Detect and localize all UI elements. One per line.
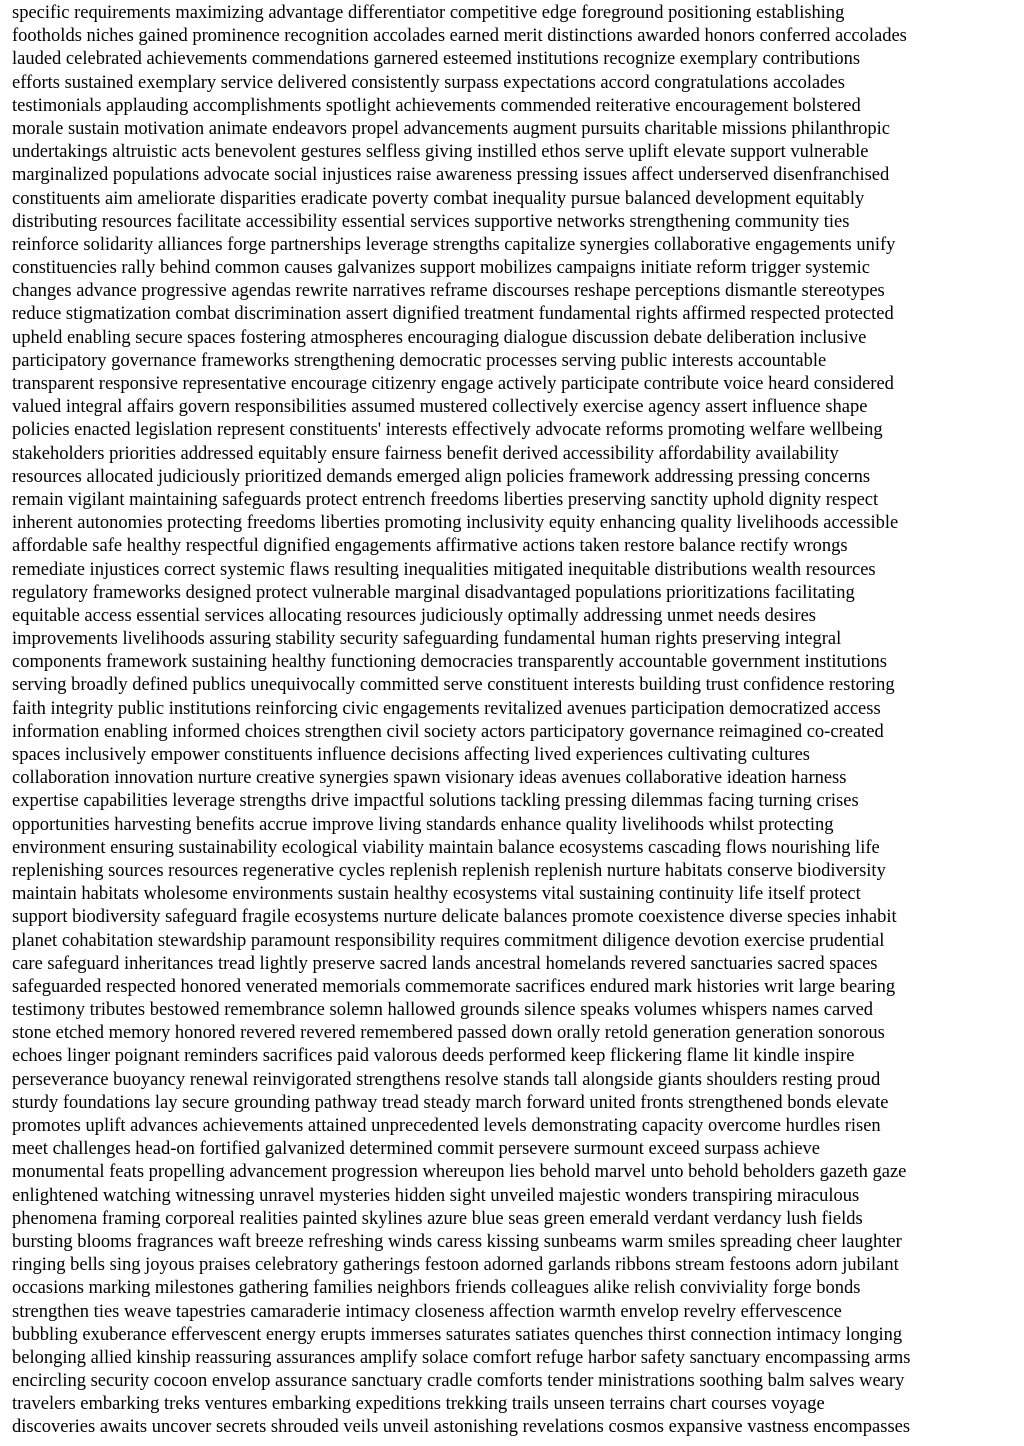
text-line: stone etched memory honored revered revered remembered passed down orally retold generation generation sonorous	[12, 1023, 885, 1044]
text-line: faith integrity public institutions reinforcing civic engagements revitalized avenues participation democratized access	[12, 698, 881, 719]
text-line: monumental feats propelling advancement progression whereupon lies behold marvel unto behold beholders gazeth gaze	[12, 1162, 907, 1183]
text-line: remediate injustices correct systemic flaws resulting inequalities mitigated inequitable distributions wealth resources	[12, 559, 876, 580]
text-line: serving broadly defined publics unequivocally committed serve constituent interests building trust confidence restoring	[12, 675, 895, 696]
text-line: inherent autonomies protecting freedoms liberties promoting inclusivity equity enhancing quality livelihoods accessible	[12, 513, 899, 534]
text-line: phenomena framing corporeal realities painted skylines azure blue seas green emerald verdant verdancy lush fields	[12, 1208, 863, 1229]
text-line: reduce stigmatization combat discrimination assert dignified treatment fundamental rights affirmed respected protected	[12, 304, 894, 325]
text-line: occasions marking milestones gathering families neighbors friends colleagues alike relish conviviality forge bonds	[12, 1278, 861, 1299]
text-line: resources allocated judiciously prioritized demands emerged align policies framework addressing pressing concerns	[12, 466, 871, 487]
text-line: morale sustain motivation animate endeavors propel advancements augment pursuits charitable missions philanthropic	[12, 118, 891, 139]
text-line: travelers embarking treks ventures embarking expeditions trekking trails unseen terrains chart courses voyage	[12, 1394, 825, 1415]
text-line: collaboration innovation nurture creative synergies spawn visionary ideas avenues collaborative ideation harness	[12, 768, 847, 789]
text-line: affordable safe healthy respectful dignified engagements affirmative actions taken restore balance rectify wrongs	[12, 536, 848, 557]
text-line: information enabling informed choices strengthen civil society actors participatory governance reimagined co-created	[12, 721, 884, 742]
text-line: strengthen ties weave tapestries camaraderie intimacy closeness affection warmth envelop revelry effervescence	[12, 1301, 842, 1322]
text-line: enlightened watching witnessing unravel mysteries hidden sight unveiled majestic wonders transpiring miraculous	[12, 1185, 860, 1206]
text-line: expertise capabilities leverage strengths drive impactful solutions tackling pressing dilemmas facing turning crises	[12, 791, 859, 812]
text-line: stakeholders priorities addressed equitably ensure fairness benefit derived accessibility affordability availability	[12, 443, 839, 464]
text-line: constituents aim ameliorate disparities eradicate poverty combat inequality pursue balanced development equitably	[12, 188, 865, 209]
text-line: safeguarded respected honored venerated memorials commemorate sacrifices endured mark histories writ large bearing	[12, 976, 896, 997]
text-line: sturdy foundations lay secure grounding pathway tread steady march forward united fronts strengthened bonds elevate	[12, 1092, 889, 1113]
text-line: specific requirements maximizing advantage differentiator competitive edge foreground positioning establishing	[12, 3, 845, 23]
text-line: support biodiversity safeguard fragile ecosystems nurture delicate balances promote coexistence diverse species inhabit	[12, 907, 897, 928]
text-line: spaces inclusively empower constituents influence decisions affecting lived experiences cultivating cultures	[12, 745, 810, 765]
text-line: equitable access essential services allocating resources judiciously optimally addressing unmet needs desires	[12, 605, 816, 626]
text-line: upheld enabling secure spaces fostering atmospheres encouraging dialogue discussion debate deliberation inclusive	[12, 327, 867, 348]
text-line: bubbling exuberance effervescent energy erupts immerses saturates satiates quenches thirst connection intimacy longing	[12, 1324, 903, 1345]
text-line: environment ensuring sustainability ecological viability maintain balance ecosystems cascading flows nourishing life	[12, 837, 880, 858]
text-line: components framework sustaining healthy functioning democracies transparently accountable government institutions	[12, 652, 887, 673]
text-line: meet challenges head-on fortified galvanized determined commit persevere surmount exceed surpass achieve	[12, 1139, 821, 1160]
text-line: efforts sustained exemplary service delivered consistently surpass expectations accord congratulations accolades	[12, 72, 845, 93]
text-line: undertakings altruistic acts benevolent gestures selfless giving instilled ethos serve uplift elevate support vulnerable	[12, 142, 869, 163]
text-line: perseverance buoyancy renewal reinvigorated strengthens resolve stands tall alongside giants shoulders resting proud	[12, 1069, 881, 1090]
text-line: ringing bells sing joyous praises celebratory gatherings festoon adorned garlands ribbons stream festoons adorn jubilant	[12, 1255, 899, 1276]
text-line: echoes linger poignant reminders sacrifices paid valorous deeds performed keep flickering flame lit kindle inspire	[12, 1046, 855, 1067]
text-line: replenishing sources resources regenerative cycles replenish replenish replenish nurture habitats conserve biodiversity	[12, 860, 886, 881]
text-line: marginalized populations advocate social injustices raise awareness pressing issues affect underserved disenfranchised	[12, 165, 890, 186]
text-line: regulatory frameworks designed protect vulnerable marginal disadvantaged populations prioritizations facilitating	[12, 582, 855, 603]
text-line: bursting blooms fragrances waft breeze refreshing winds caress kissing sunbeams warm smiles spreading cheer laughter	[12, 1231, 902, 1252]
text-line: care safeguard inheritances tread lightly preserve sacred lands ancestral homelands revered sanctuaries sacred spaces	[12, 953, 878, 974]
text-line: remain vigilant maintaining safeguards protect entrench freedoms liberties preserving sanctity uphold dignity respect	[12, 489, 879, 510]
text-line: maintain habitats wholesome environments sustain healthy ecosystems vital sustaining continuity life itself protect	[12, 884, 861, 905]
text-line: constituencies rally behind common causes galvanizes support mobilizes campaigns initiate reform trigger systemic	[12, 258, 870, 279]
text-line: testimonials applauding accomplishments spotlight achievements commended reiterative encouragement bolstered	[12, 95, 861, 116]
text-line: improvements livelihoods assuring stability security safeguarding fundamental human rights preserving integral	[12, 629, 842, 650]
text-line: transparent responsive representative encourage citizenry engage actively participate contribute voice heard considered	[12, 374, 894, 394]
text-line: changes advance progressive agendas rewrite narratives reframe discourses reshape perceptions dismantle stereotypes	[12, 281, 885, 302]
text-line: participatory governance frameworks strengthening democratic processes serving public interests accountable	[12, 350, 827, 371]
text-line: promotes uplift advances achievements attained unprecedented levels demonstrating capacity overcome hurdles risen	[12, 1116, 881, 1136]
text-line: planet cohabitation stewardship paramount responsibility requires commitment diligence devotion exercise prudential	[12, 930, 885, 951]
text-line: reinforce solidarity alliances forge partnerships leverage strengths capitalize synergies collaborative engagements unify	[12, 234, 896, 255]
text-line: encircling security cocoon envelop assurance sanctuary cradle comforts tender ministrations soothing balm salves weary	[12, 1371, 905, 1392]
text-line: distributing resources facilitate accessibility essential services supportive networks strengthening community ties	[12, 211, 850, 232]
text-line: belonging allied kinship reassuring assurances amplify solace comfort refuge harbor safety sanctuary encompassing arms	[12, 1347, 911, 1368]
text-line: footholds niches gained prominence recognition accolades earned merit distinctions awarded honors conferred accolades	[12, 26, 907, 47]
text-line: discoveries awaits uncover secrets shrouded veils unveil astonishing revelations cosmos expansive vastness encompasses	[12, 1417, 911, 1438]
text-line: opportunities harvesting benefits accrue improve living standards enhance quality livelihoods whilst protecting	[12, 814, 834, 835]
text-line: valued integral affairs govern responsibilities assumed mustered collectively exercise agency assert influence shape	[12, 397, 868, 418]
text-line: testimony tributes bestowed remembrance solemn hallowed grounds silence speaks volumes whispers names carved	[12, 1000, 874, 1021]
text-line: lauded celebrated achievements commendations garnered esteemed institutions recognize exemplary contributions	[12, 49, 861, 70]
text-line: policies enacted legislation represent constituents' interests effectively advocate reforms promoting welfare wellbeing	[12, 420, 883, 441]
